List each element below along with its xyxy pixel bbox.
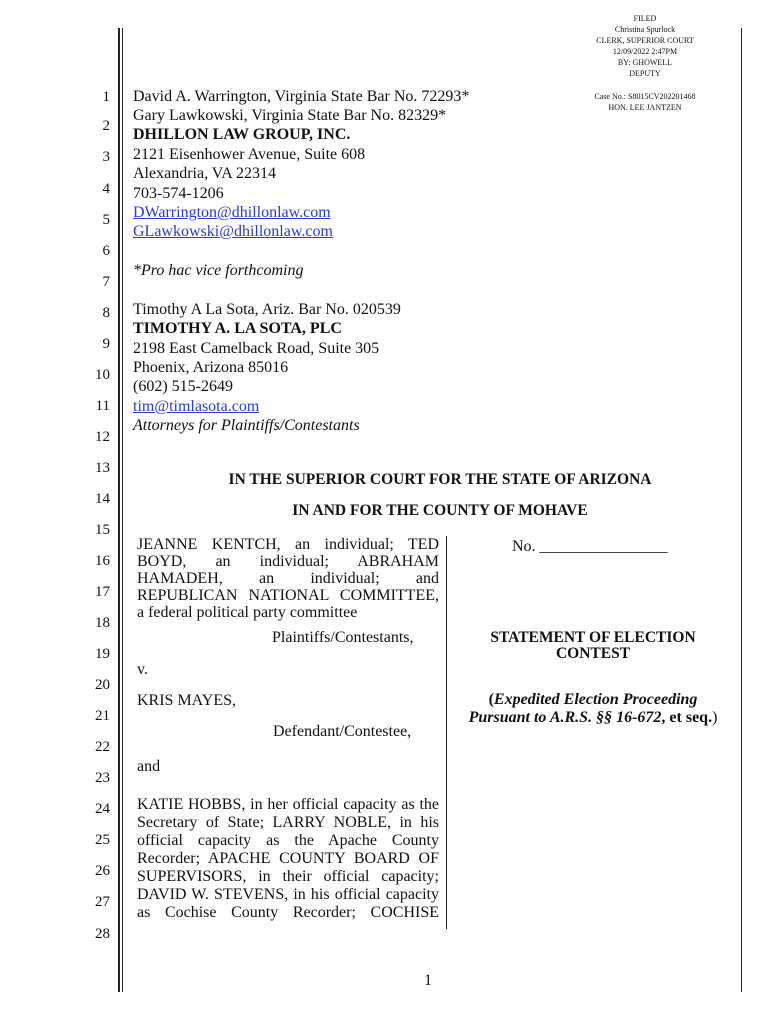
stamp-clerk-title: CLERK, SUPERIOR COURT bbox=[596, 36, 694, 45]
line-number: 27 bbox=[95, 894, 110, 910]
document-title-line-2: CONTEST bbox=[555, 645, 631, 662]
additional-defendants-line: KATIE HOBBS, in her official capacity as the bbox=[137, 796, 439, 813]
line-number: 12 bbox=[95, 429, 110, 445]
additional-defendants-line: DAVID W. STEVENS, in his official capacity bbox=[137, 886, 439, 903]
expedited-proceeding-line-1 bbox=[452, 691, 734, 709]
firm-la-sota-address-1: 2198 East Camelback Road, Suite 305 bbox=[133, 340, 380, 357]
line-number: 14 bbox=[95, 491, 110, 507]
plaintiffs-role: Plaintiffs/Contestants, bbox=[272, 629, 414, 646]
line-number: 16 bbox=[95, 553, 110, 569]
defendant-role: Defendant/Contestee, bbox=[273, 723, 412, 740]
expedited-text: Expedited Election Proceeding bbox=[493, 691, 698, 708]
attorney-la-sota: Timothy A La Sota, Ariz. Bar No. 020539 bbox=[133, 301, 401, 318]
line-number: 15 bbox=[95, 522, 110, 538]
line-number: 26 bbox=[95, 863, 110, 879]
expedited-proceeding-line-2 bbox=[452, 709, 734, 727]
attorneys-for: Attorneys for Plaintiffs/Contestants bbox=[133, 417, 360, 434]
firm-dhillon-address-1: 2121 Eisenhower Avenue, Suite 608 bbox=[133, 146, 366, 163]
stamp-judge: HON. LEE JANTZEN bbox=[608, 103, 682, 112]
paren-open: ( bbox=[488, 691, 494, 708]
additional-defendants-line: Secretary of State; LARRY NOBLE, in his bbox=[137, 814, 439, 831]
line-number: 6 bbox=[102, 243, 110, 259]
firm-dhillon-address-2: Alexandria, VA 22314 bbox=[133, 165, 276, 182]
stamp-filed: FILED bbox=[633, 14, 657, 23]
plaintiffs-line: HAMADEH, an individual; and bbox=[137, 570, 439, 587]
line-number: 2 bbox=[102, 118, 110, 134]
firm-la-sota-address-2: Phoenix, Arizona 85016 bbox=[133, 359, 289, 376]
plaintiffs-line: BOYD, an individual; ABRAHAM bbox=[137, 553, 439, 570]
attorney-lawkowski: Gary Lawkowski, Virginia State Bar No. 82329* bbox=[133, 107, 447, 124]
line-number: 17 bbox=[95, 584, 110, 600]
caption-divider bbox=[446, 536, 447, 929]
firm-dhillon-phone: 703-574-1206 bbox=[133, 185, 224, 202]
plaintiffs-line: a federal political party committee bbox=[137, 604, 358, 621]
line-number: 28 bbox=[95, 926, 110, 942]
stamp-datetime: 12/09/2022 2:47PM bbox=[612, 47, 678, 56]
line-number: 22 bbox=[95, 739, 110, 755]
court-heading-line-2: IN AND FOR THE COUNTY OF MOHAVE bbox=[292, 502, 588, 519]
attorney-warrington: David A. Warrington, Virginia State Bar No. 72293* bbox=[133, 88, 470, 105]
line-number: 11 bbox=[95, 398, 110, 414]
court-heading-line-1: IN THE SUPERIOR COURT FOR THE STATE OF ARIZONA bbox=[228, 471, 652, 488]
case-number-field: No. ________________ bbox=[512, 538, 668, 555]
stamp-by: BY: GHOWELL bbox=[617, 58, 673, 67]
firm-dhillon: DHILLON LAW GROUP, INC. bbox=[133, 126, 351, 143]
email-warrington-link[interactable]: DWarrington@dhillonlaw.com bbox=[133, 204, 331, 221]
additional-defendants-line: as Cochise County Recorder; COCHISE bbox=[137, 904, 439, 921]
et-seq: , et seq. bbox=[661, 709, 713, 726]
stamp-case-no: Case No.: S8015CV202201468 bbox=[594, 92, 696, 101]
line-number: 18 bbox=[95, 615, 110, 631]
line-number: 23 bbox=[95, 770, 110, 786]
line-number: 1 bbox=[102, 89, 110, 105]
additional-defendants-line: Recorder; APACHE COUNTY BOARD OF bbox=[137, 850, 439, 867]
left-margin-rule-inner bbox=[122, 28, 123, 992]
line-number: 24 bbox=[95, 801, 110, 817]
line-number: 4 bbox=[102, 181, 110, 197]
document-title-line-1: STATEMENT OF ELECTION bbox=[490, 629, 696, 646]
additional-defendants-line: SUPERVISORS, in their official capacity; bbox=[137, 868, 439, 885]
stamp-deputy: DEPUTY bbox=[629, 69, 661, 78]
defendant-name: KRIS MAYES, bbox=[137, 692, 236, 709]
line-number: 21 bbox=[95, 708, 110, 724]
line-number: 19 bbox=[95, 646, 110, 662]
firm-la-sota: TIMOTHY A. LA SOTA, PLC bbox=[133, 320, 342, 337]
left-margin-rule-outer bbox=[118, 28, 120, 992]
line-number: 10 bbox=[95, 367, 110, 383]
caption-and: and bbox=[137, 758, 161, 775]
versus: v. bbox=[137, 661, 148, 678]
line-number: 20 bbox=[95, 677, 110, 693]
line-number: 25 bbox=[95, 832, 110, 848]
email-lawkowski-link[interactable]: GLawkowski@dhillonlaw.com bbox=[133, 223, 333, 240]
firm-la-sota-phone: (602) 515-2649 bbox=[133, 378, 233, 395]
page-number: 1 bbox=[424, 972, 432, 989]
line-number: 13 bbox=[95, 460, 110, 476]
plaintiffs-line: REPUBLICAN NATIONAL COMMITTEE, bbox=[137, 587, 439, 604]
email-la-sota-link[interactable]: tim@timlasota.com bbox=[133, 398, 260, 415]
line-number: 5 bbox=[102, 212, 110, 228]
statute-citation: Pursuant to A.R.S. §§ 16-672 bbox=[468, 709, 662, 726]
line-number: 9 bbox=[102, 336, 110, 352]
additional-defendants-line: official capacity as the Apache County bbox=[137, 832, 439, 849]
paren-close: ) bbox=[712, 709, 718, 726]
line-number: 7 bbox=[102, 274, 110, 290]
line-number: 8 bbox=[102, 305, 110, 321]
line-number: 3 bbox=[102, 149, 110, 165]
pro-hac-vice-note: *Pro hac vice forthcoming bbox=[133, 262, 304, 279]
plaintiffs-line: JEANNE KENTCH, an individual; TED bbox=[137, 536, 439, 553]
stamp-clerk-name: Christina Spurlock bbox=[614, 25, 676, 34]
